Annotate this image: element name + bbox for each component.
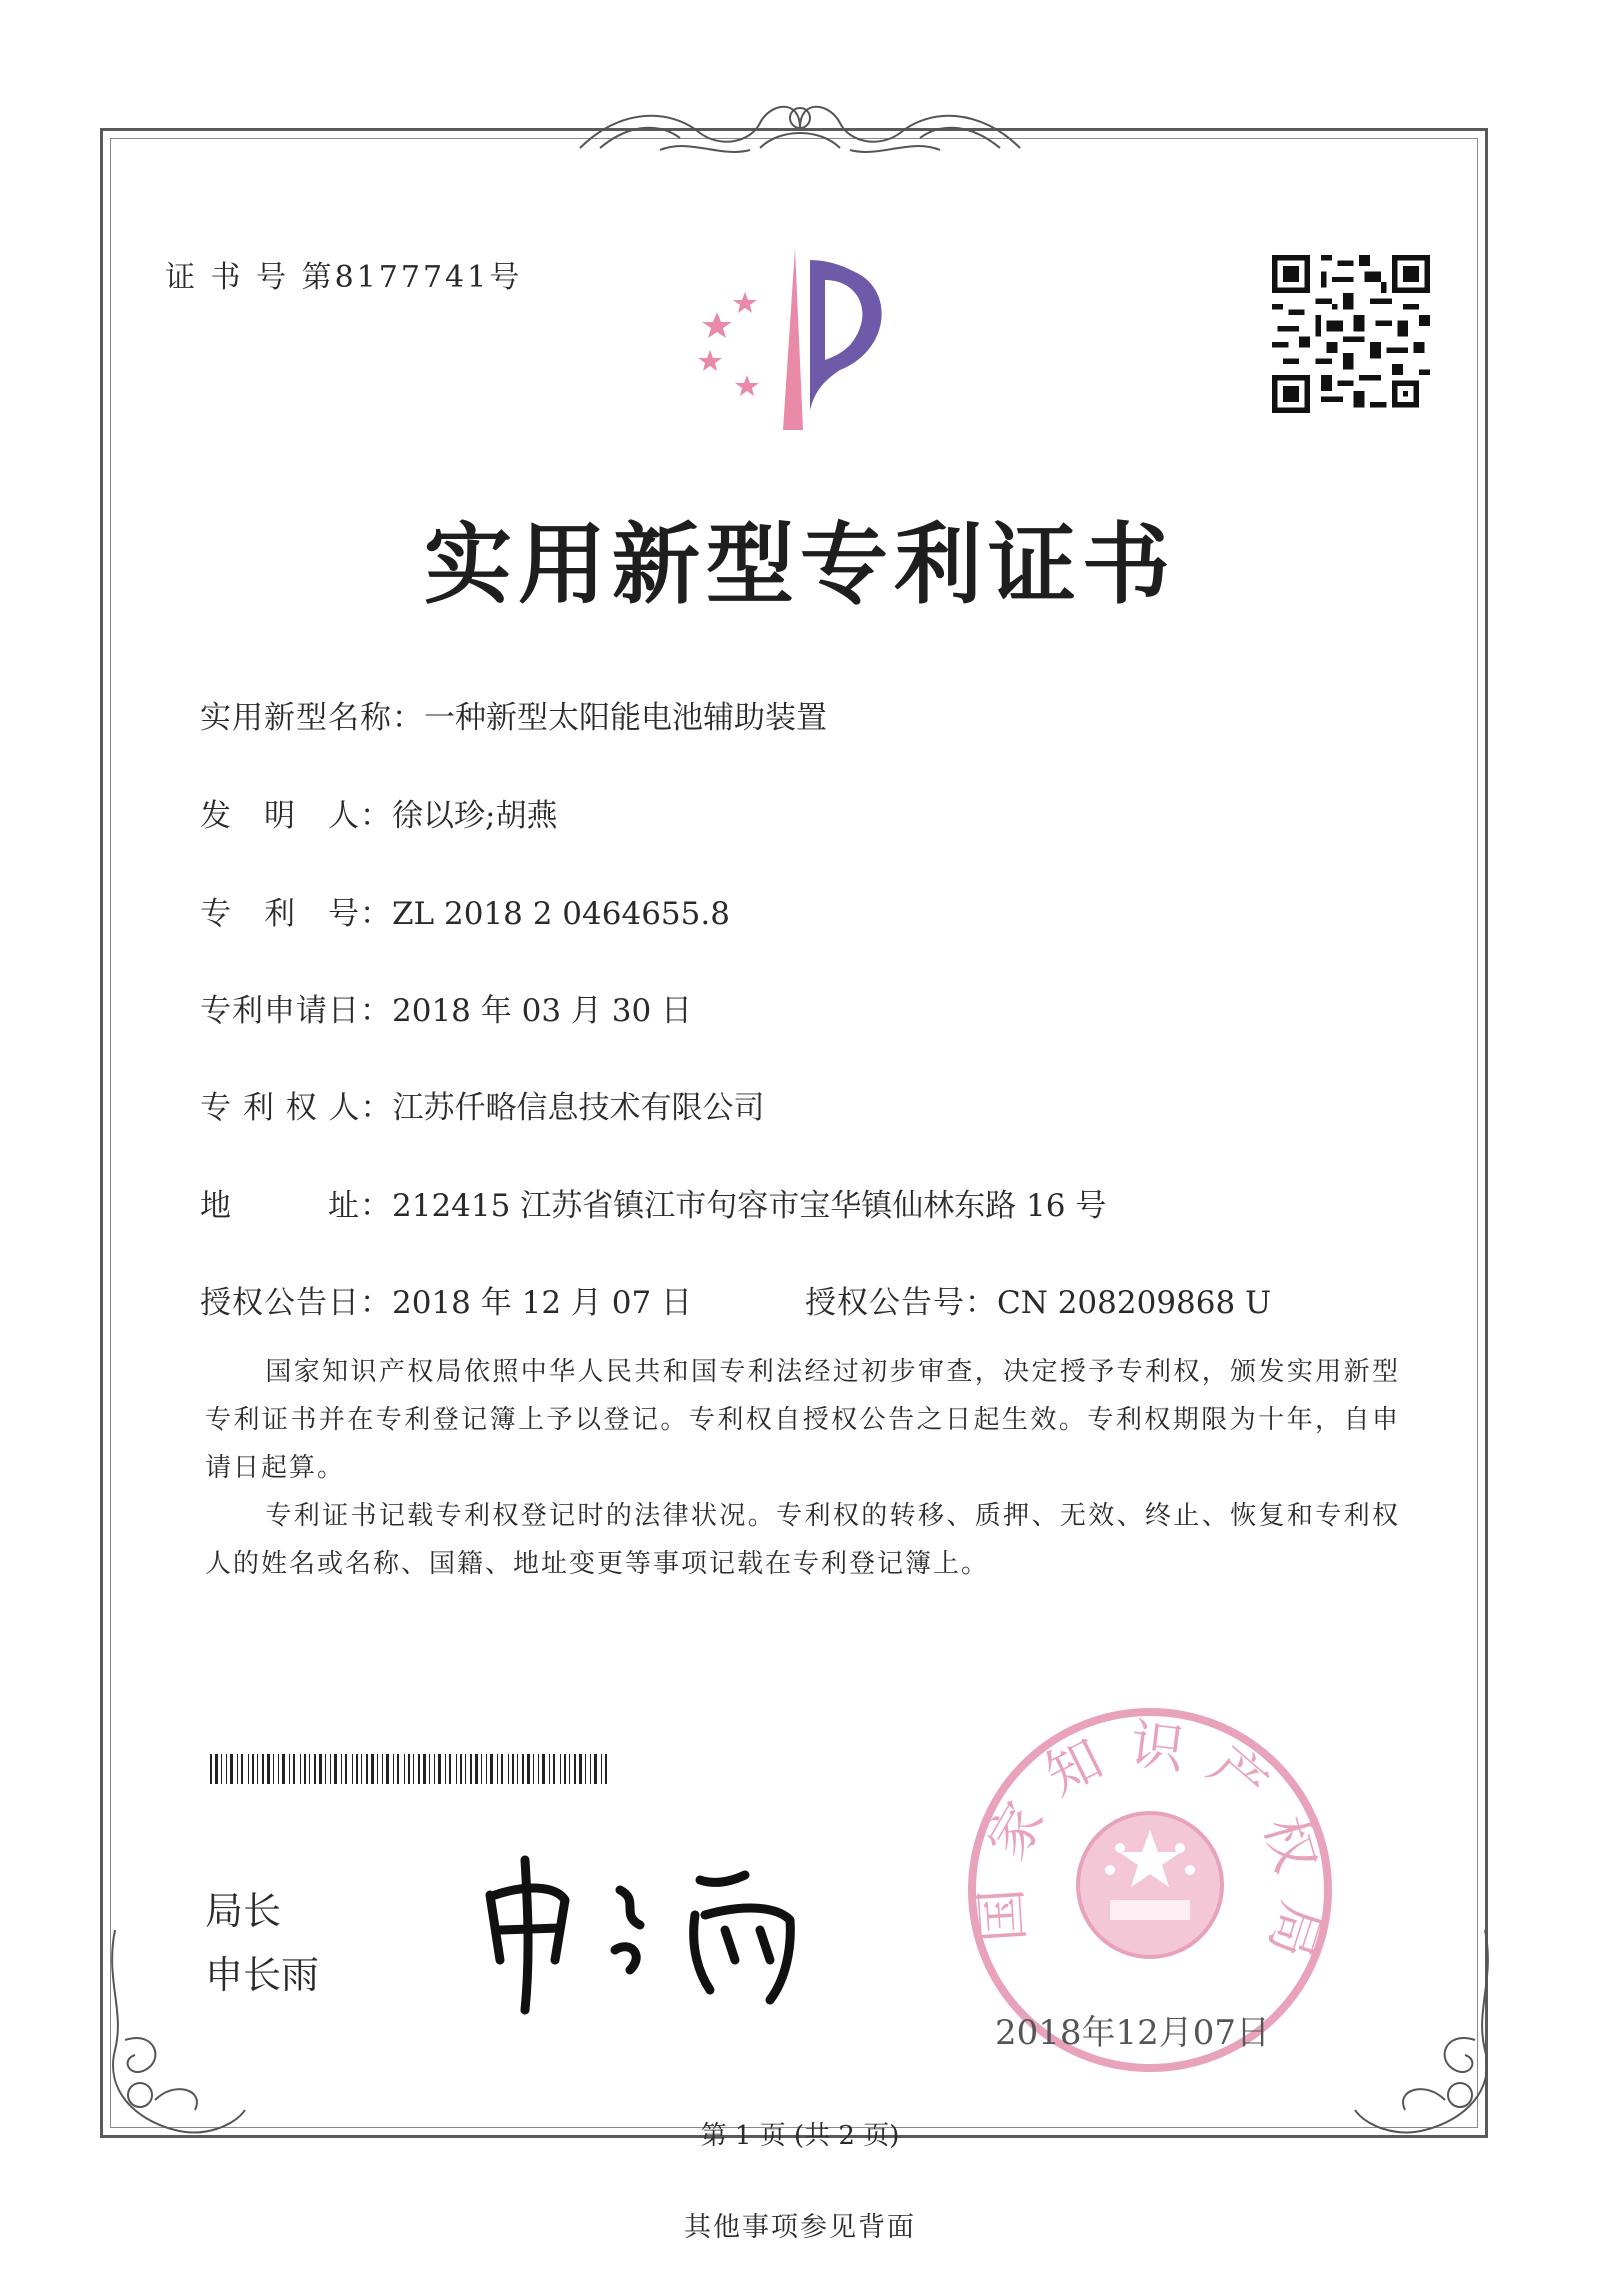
field-label: 地 址：: [200, 1188, 392, 1224]
field-grant-number: [805, 1277, 1271, 1322]
page-number: 第 1 页 (共 2 页): [700, 2121, 900, 2151]
director-title: 局长: [205, 1889, 282, 1933]
footer-note: 其他事项参见背面: [684, 2212, 916, 2243]
field-label: 授权公告日：: [200, 1285, 392, 1321]
field-value: ZL 2018 2 0464655.8: [392, 896, 730, 932]
field-label: 专利申请日：: [200, 993, 392, 1029]
field-filing-date: [200, 985, 692, 1030]
field-value: CN 208209868 U: [997, 1285, 1272, 1321]
field-value: 江苏仟略信息技术有限公司: [392, 1090, 765, 1126]
field-inventor: [200, 790, 557, 835]
field-utility-model-name: [200, 692, 827, 737]
field-label: 专 利 权 人：: [200, 1090, 393, 1126]
certificate-number: 证 书 号 第8177741号: [165, 260, 523, 295]
legal-paragraph-1: [205, 1348, 1400, 1492]
director-signature: [470, 1840, 810, 2020]
qr-code-icon[interactable]: [1272, 255, 1430, 413]
seal-text: 国家知识产权局: [968, 1712, 1334, 1987]
field-patentee: [200, 1082, 765, 1127]
field-label: 授权公告号：: [805, 1285, 997, 1321]
paragraph-text: 专利证书记载专利权登记时的法律状况。专利权的转移、质押、无效、终止、恢复和专利权人的姓名或名称、国籍、地址变更等事项记载在专利登记簿上。: [205, 1501, 1400, 1579]
paragraph-text: 国家知识产权局依照中华人民共和国专利法经过初步审查，决定授予专利权，颁发实用新型专利证书并在专利登记簿上予以登记。专利权自授权公告之日起生效。专利权期限为十年，自申请日起算。: [205, 1357, 1400, 1483]
field-value: 212415 江苏省镇江市句容市宝华镇仙林东路 16 号: [392, 1188, 1107, 1224]
seal-date: 2018年12月07日: [995, 2013, 1271, 2053]
field-address: [200, 1180, 1106, 1225]
field-grant-date: [200, 1277, 692, 1322]
patent-office-logo-icon: [675, 240, 925, 440]
field-value: 徐以珍;胡燕: [392, 798, 558, 834]
certificate-title: 实用新型专利证书: [423, 513, 1176, 616]
barcode-icon: [210, 1754, 610, 1784]
field-label: 专 利 号：: [200, 896, 392, 932]
legal-paragraph-2: [205, 1492, 1400, 1588]
field-value: 2018 年 12 月 07 日: [392, 1285, 693, 1321]
field-value: 一种新型太阳能电池辅助装置: [424, 700, 827, 736]
field-label: 发 明 人：: [200, 798, 392, 834]
field-patent-number: [200, 888, 730, 933]
director-name: 申长雨: [205, 1953, 320, 1997]
field-value: 2018 年 03 月 30 日: [392, 993, 693, 1029]
field-label: 实用新型名称：: [200, 700, 424, 736]
